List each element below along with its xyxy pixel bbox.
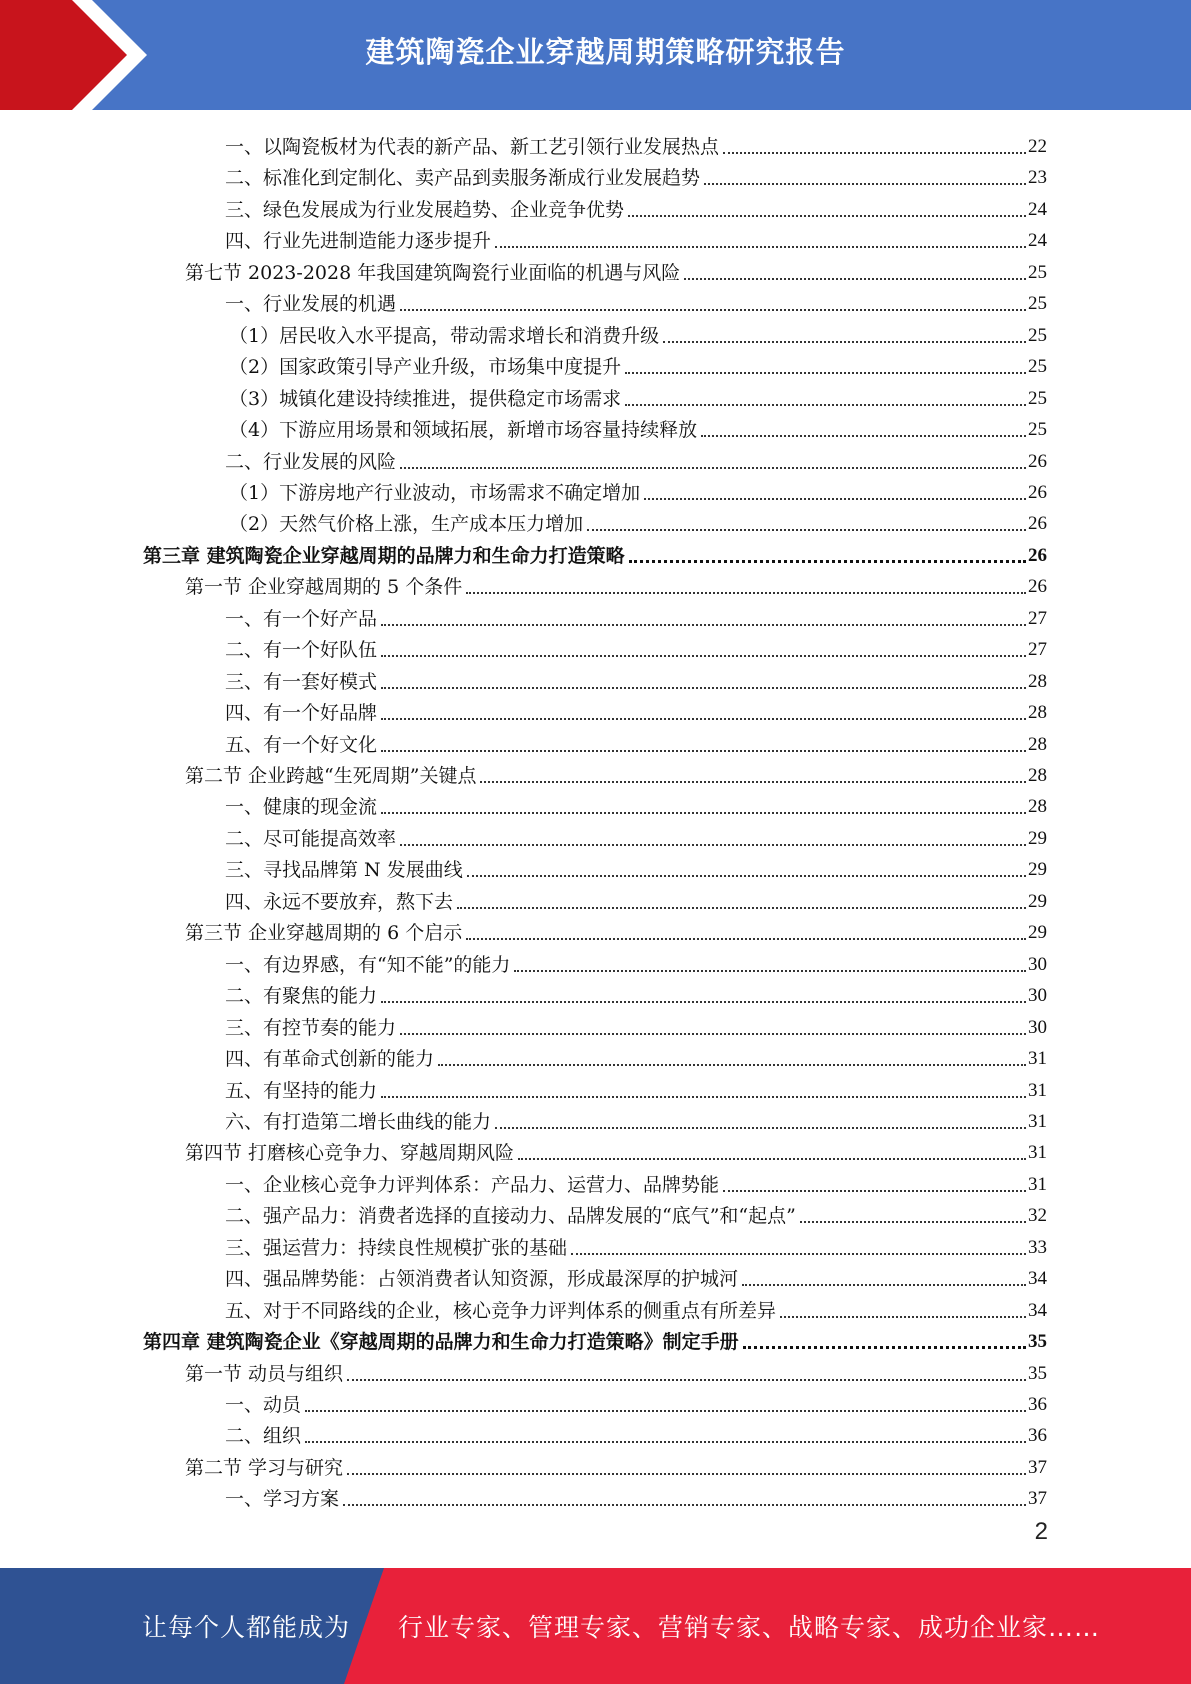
toc-dot-leader <box>381 687 1026 689</box>
toc-dot-leader <box>466 938 1026 940</box>
toc-entry-title: 第三节 企业穿越周期的 6 个启示 <box>185 922 463 945</box>
toc-dot-leader <box>381 718 1026 720</box>
toc-subsection-entry[interactable] <box>225 1417 1047 1448</box>
toc-entry-page: 22 <box>1028 136 1047 157</box>
toc-dot-leader <box>381 1001 1026 1003</box>
toc-entry-title: 四、有一个好品牌 <box>225 702 378 725</box>
toc-dot-leader <box>663 341 1026 343</box>
page-number: 2 <box>1034 1518 1048 1545</box>
toc-entry-title: （4）下游应用场景和领域拓展，新增市场容量持续释放 <box>229 419 698 442</box>
toc-dot-leader <box>571 1253 1026 1255</box>
toc-subsection-entry[interactable] <box>225 600 1047 631</box>
toc-entry-title: 二、组织 <box>225 1425 302 1448</box>
toc-entry-title: 一、企业核心竞争力评判体系：产品力、运营力、品牌势能 <box>225 1173 720 1196</box>
footer-slogan-right: 行业专家、管理专家、营销专家、战略专家、成功企业家…… <box>398 1613 1101 1642</box>
toc-dot-leader <box>466 592 1026 594</box>
toc-entry-title: 四、有革命式创新的能力 <box>225 1048 435 1071</box>
toc-subsection-entry[interactable] <box>225 788 1047 819</box>
toc-subsection-entry[interactable] <box>225 694 1047 725</box>
toc-dot-leader <box>467 875 1026 877</box>
toc-entry-title: 二、有一个好队伍 <box>225 639 378 662</box>
toc-subsection-entry[interactable] <box>225 631 1047 662</box>
toc-subsection-entry[interactable] <box>225 1260 1047 1291</box>
toc-subsection-entry[interactable] <box>225 851 1047 882</box>
toc-entry-page: 28 <box>1028 733 1047 755</box>
toc-entry-title: （2）天然气价格上涨，生产成本压力增加 <box>229 513 584 536</box>
toc-entry-page: 30 <box>1028 1016 1047 1038</box>
toc-entry-page: 26 <box>1028 576 1047 598</box>
toc-entry-page: 26 <box>1028 513 1047 535</box>
toc-dot-leader <box>457 907 1026 909</box>
toc-entry-title: （2）国家政策引导产业升级，市场集中度提升 <box>229 356 622 379</box>
toc-entry-title: 六、有打造第二增长曲线的能力 <box>225 1110 492 1133</box>
toc-dot-leader <box>400 467 1026 469</box>
toc-subsection-entry[interactable] <box>225 1072 1047 1103</box>
toc-dot-leader <box>628 215 1026 217</box>
toc-section-entry[interactable] <box>185 568 1047 599</box>
toc-subsection-entry[interactable] <box>225 663 1047 694</box>
toc-subsection-entry[interactable] <box>225 1229 1047 1260</box>
toc-dot-leader <box>343 1504 1026 1506</box>
toc-entry-page: 34 <box>1028 1299 1047 1321</box>
toc-entry-title: 第二节 企业跨越“生死周期”关键点 <box>185 765 477 787</box>
toc-dot-leader <box>587 529 1026 531</box>
toc-entry-title: 四、永远不要放弃，熬下去 <box>225 890 454 913</box>
toc-entry-page: 30 <box>1028 953 1047 975</box>
toc-entry-page: 25 <box>1028 324 1047 346</box>
toc-dot-leader <box>381 750 1026 752</box>
toc-entry-page: 37 <box>1028 1456 1047 1478</box>
toc-entry-page: 35 <box>1028 1362 1047 1384</box>
toc-subsection-entry[interactable] <box>225 946 1047 977</box>
toc-entry-title: 第二节 学习与研究 <box>185 1456 344 1479</box>
toc-subsection-entry[interactable] <box>225 159 1047 190</box>
toc-subsection-entry[interactable] <box>225 128 1047 159</box>
toc-entry-page: 30 <box>1028 985 1047 1007</box>
toc-subsection-entry[interactable] <box>225 222 1047 253</box>
toc-entry-title: 一、健康的现金流 <box>225 796 378 819</box>
toc-dot-leader <box>644 498 1026 500</box>
toc-entry-page: 28 <box>1028 796 1047 818</box>
toc-subsection-entry[interactable] <box>229 317 1047 348</box>
toc-entry-title: 五、对于不同路线的企业，核心竞争力评判体系的侧重点有所差异 <box>225 1299 777 1322</box>
page-header <box>0 0 1191 110</box>
toc-subsection-entry[interactable] <box>225 820 1047 851</box>
toc-entry-title: 三、有一套好模式 <box>225 670 378 693</box>
toc-entry-page: 27 <box>1028 607 1047 629</box>
toc-subsection-entry[interactable] <box>225 1040 1047 1071</box>
report-title: 建筑陶瓷企业穿越周期策略研究报告 <box>365 34 846 69</box>
toc-entry-title: 五、有一个好文化 <box>225 733 378 756</box>
toc-entry-page: 36 <box>1028 1425 1047 1447</box>
toc-subsection-entry[interactable] <box>225 1103 1047 1134</box>
toc-dot-leader <box>704 183 1026 185</box>
toc-dot-leader <box>381 812 1026 814</box>
toc-subsection-entry[interactable] <box>229 411 1047 442</box>
toc-chapter-entry[interactable] <box>143 1323 1047 1354</box>
toc-entry-title: 第七节 2023-2028 年我国建筑陶瓷行业面临的机遇与风险 <box>185 261 681 284</box>
toc-entry-title: 四、行业先进制造能力逐步提升 <box>225 230 492 253</box>
toc-subsection-entry[interactable] <box>225 1009 1047 1040</box>
toc-dot-leader <box>495 246 1026 248</box>
toc-entry-title: 三、强运营力：持续良性规模扩张的基础 <box>225 1236 568 1259</box>
toc-section-entry[interactable] <box>185 1449 1047 1480</box>
toc-subsection-entry[interactable] <box>229 380 1047 411</box>
toc-subsection-entry[interactable] <box>225 1386 1047 1417</box>
toc-dot-leader <box>438 1064 1026 1066</box>
toc-subsection-entry[interactable] <box>225 977 1047 1008</box>
page-footer <box>0 1568 1191 1684</box>
toc-section-entry[interactable] <box>185 1355 1047 1386</box>
toc-subsection-entry[interactable] <box>225 1197 1047 1228</box>
toc-entry-page: 26 <box>1028 481 1047 503</box>
toc-dot-leader <box>347 1379 1026 1381</box>
toc-entry-title: 一、动员 <box>225 1394 302 1416</box>
toc-subsection-entry[interactable] <box>225 1480 1047 1511</box>
toc-entry-page: 31 <box>1028 1048 1047 1070</box>
toc-entry-title: 第一节 动员与组织 <box>185 1362 344 1385</box>
toc-dot-leader <box>381 655 1026 657</box>
toc-chapter-entry[interactable] <box>143 537 1047 568</box>
toc-entry-page: 25 <box>1028 261 1047 283</box>
toc-entry-page: 34 <box>1028 1268 1047 1290</box>
toc-section-entry[interactable] <box>185 757 1047 788</box>
toc-entry-page: 29 <box>1028 922 1047 944</box>
toc-entry-page: 26 <box>1028 544 1047 566</box>
toc-entry-title: 一、以陶瓷板材为代表的新产品、新工艺引领行业发展热点 <box>225 136 720 158</box>
toc-entry-title: 五、有坚持的能力 <box>225 1079 378 1102</box>
toc-dot-leader <box>305 1441 1026 1443</box>
toc-entry-page: 28 <box>1028 765 1047 786</box>
toc-subsection-entry[interactable] <box>225 883 1047 914</box>
toc-dot-leader <box>723 1190 1026 1192</box>
toc-subsection-entry[interactable] <box>229 474 1047 505</box>
toc-entry-page: 28 <box>1028 670 1047 692</box>
toc-entry-title: 二、标准化到定制化、卖产品到卖服务渐成行业发展趋势 <box>225 167 701 190</box>
toc-entry-title: 四、强品牌势能：占领消费者认知资源，形成最深厚的护城河 <box>225 1268 739 1291</box>
toc-dot-leader <box>800 1221 1026 1223</box>
toc-dot-leader <box>305 1410 1026 1412</box>
toc-entry-page: 31 <box>1028 1110 1047 1132</box>
toc-subsection-entry[interactable] <box>225 285 1047 316</box>
toc-entry-page: 33 <box>1028 1236 1047 1258</box>
toc-dot-leader <box>625 372 1026 374</box>
toc-dot-leader <box>743 1346 1026 1349</box>
toc-dot-leader <box>381 1096 1026 1098</box>
toc-entry-title: 一、行业发展的机遇 <box>225 293 397 316</box>
toc-entry-page: 23 <box>1028 167 1047 189</box>
toc-entry-title: 第四节 打磨核心竞争力、穿越周期风险 <box>185 1142 515 1165</box>
toc-entry-title: 一、有边界感，有“知不能”的能力 <box>225 953 511 976</box>
toc-entry-page: 25 <box>1028 419 1047 441</box>
toc-entry-title: 第一节 企业穿越周期的 5 个条件 <box>185 576 463 599</box>
toc-dot-leader <box>480 781 1026 783</box>
toc-entry-title: 二、有聚焦的能力 <box>225 985 378 1008</box>
footer-slogan-left: 让每个人都能成为 <box>142 1613 351 1642</box>
toc-dot-leader <box>400 309 1026 311</box>
toc-entry-page: 31 <box>1028 1173 1047 1195</box>
toc-entry-title: 二、尽可能提高效率 <box>225 827 397 850</box>
toc-entry-title: 三、有控节奏的能力 <box>225 1016 397 1039</box>
toc-entry-title: 第四章 建筑陶瓷企业《穿越周期的品牌力和生命力打造策略》制定手册 <box>143 1331 739 1354</box>
toc-dot-leader <box>400 844 1026 846</box>
toc-dot-leader <box>400 1033 1026 1035</box>
toc-subsection-entry[interactable] <box>225 443 1047 474</box>
toc-dot-leader <box>684 278 1026 280</box>
toc-dot-leader <box>518 1158 1026 1160</box>
toc-subsection-entry[interactable] <box>225 1166 1047 1197</box>
toc-entry-page: 25 <box>1028 293 1047 315</box>
toc-entry-title: 一、学习方案 <box>225 1488 340 1511</box>
toc-entry-page: 32 <box>1028 1205 1047 1227</box>
toc-subsection-entry[interactable] <box>225 191 1047 222</box>
toc-dot-leader <box>381 624 1026 626</box>
toc-entry-page: 25 <box>1028 387 1047 409</box>
toc-dot-leader <box>701 435 1026 437</box>
toc-dot-leader <box>723 152 1026 154</box>
toc-entry-page: 24 <box>1028 230 1047 252</box>
toc-entry-title: （3）城镇化建设持续推进，提供稳定市场需求 <box>229 387 622 410</box>
toc-entry-page: 31 <box>1028 1079 1047 1101</box>
toc-dot-leader <box>495 1127 1026 1129</box>
toc-entry-page: 26 <box>1028 450 1047 472</box>
toc-entry-page: 29 <box>1028 827 1047 849</box>
toc-entry-page: 35 <box>1028 1331 1047 1353</box>
toc-section-entry[interactable] <box>185 1134 1047 1165</box>
toc-entry-title: 二、行业发展的风险 <box>225 450 397 473</box>
toc-subsection-entry[interactable] <box>225 1292 1047 1323</box>
toc-entry-page: 29 <box>1028 890 1047 912</box>
toc-dot-leader <box>742 1284 1026 1286</box>
toc-entry-title: 二、强产品力：消费者选择的直接动力、品牌发展的“底气”和“起点” <box>225 1205 796 1228</box>
toc-entry-title: 一、有一个好产品 <box>225 607 378 630</box>
toc-entry-title: 三、绿色发展成为行业发展趋势、企业竞争优势 <box>225 198 625 221</box>
toc-section-entry[interactable] <box>185 914 1047 945</box>
toc-subsection-entry[interactable] <box>225 726 1047 757</box>
toc-entry-title: 三、寻找品牌第 N 发展曲线 <box>225 859 463 882</box>
toc-dot-leader <box>625 404 1026 406</box>
toc-entry-title: （1）居民收入水平提高，带动需求增长和消费升级 <box>229 324 660 347</box>
toc-entry-page: 29 <box>1028 859 1047 881</box>
toc-subsection-entry[interactable] <box>229 505 1047 536</box>
toc-subsection-entry[interactable] <box>229 348 1047 379</box>
toc-entry-title: 第三章 建筑陶瓷企业穿越周期的品牌力和生命力打造策略 <box>143 544 625 567</box>
toc-entry-page: 31 <box>1028 1142 1047 1164</box>
toc-dot-leader <box>514 970 1026 972</box>
toc-entry-page: 27 <box>1028 639 1047 661</box>
toc-entry-page: 37 <box>1028 1488 1047 1510</box>
toc-entry-page: 36 <box>1028 1394 1047 1415</box>
toc-dot-leader <box>629 560 1026 563</box>
toc-entry-page: 25 <box>1028 356 1047 378</box>
toc-entry-title: （1）下游房地产行业波动，市场需求不确定增加 <box>229 481 641 504</box>
toc-dot-leader <box>347 1473 1026 1475</box>
toc-entry-page: 28 <box>1028 702 1047 724</box>
toc-dot-leader <box>780 1316 1026 1318</box>
toc-entry-page: 24 <box>1028 198 1047 220</box>
toc-section-entry[interactable] <box>185 254 1047 285</box>
